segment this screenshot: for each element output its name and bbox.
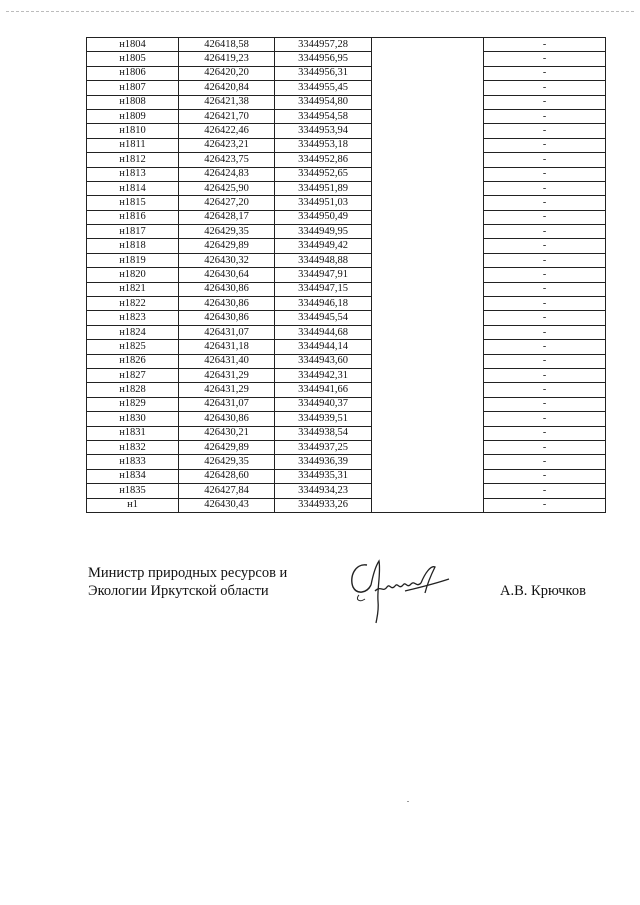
signer-title-line-2: Экологии Иркутской области [88, 583, 269, 599]
point-id-cell: н1821 [87, 282, 179, 296]
x-coordinate-cell: 426429,35 [179, 455, 275, 469]
point-id-cell: н1819 [87, 253, 179, 267]
x-coordinate-cell: 426420,20 [179, 66, 275, 80]
table-row [87, 368, 606, 382]
y-coordinate-cell: 3344947,91 [275, 268, 372, 282]
x-coordinate-cell: 426430,86 [179, 282, 275, 296]
table-row [87, 354, 606, 368]
point-id-cell: н1808 [87, 95, 179, 109]
empty-cell [372, 383, 484, 397]
table-row [87, 440, 606, 454]
empty-cell [372, 196, 484, 210]
empty-cell [372, 426, 484, 440]
empty-cell [372, 95, 484, 109]
point-id-cell: н1817 [87, 225, 179, 239]
empty-cell [372, 138, 484, 152]
y-coordinate-cell: 3344954,80 [275, 95, 372, 109]
x-coordinate-cell: 426429,89 [179, 239, 275, 253]
point-id-cell: н1824 [87, 325, 179, 339]
empty-cell [372, 253, 484, 267]
table-row [87, 66, 606, 80]
point-id-cell: н1804 [87, 38, 179, 52]
x-coordinate-cell: 426430,86 [179, 412, 275, 426]
empty-cell [372, 484, 484, 498]
y-coordinate-cell: 3344938,54 [275, 426, 372, 440]
y-coordinate-cell: 3344936,39 [275, 455, 372, 469]
y-coordinate-cell: 3344949,95 [275, 225, 372, 239]
x-coordinate-cell: 426431,29 [179, 368, 275, 382]
point-id-cell: н1825 [87, 340, 179, 354]
empty-cell [372, 368, 484, 382]
table-row [87, 52, 606, 66]
point-id-cell: н1822 [87, 297, 179, 311]
x-coordinate-cell: 426431,18 [179, 340, 275, 354]
empty-cell [372, 498, 484, 512]
empty-cell [372, 109, 484, 123]
table-row [87, 268, 606, 282]
x-coordinate-cell: 426421,38 [179, 95, 275, 109]
empty-cell [372, 455, 484, 469]
point-id-cell: н1831 [87, 426, 179, 440]
note-cell: - [484, 124, 606, 138]
x-coordinate-cell: 426431,40 [179, 354, 275, 368]
y-coordinate-cell: 3344933,26 [275, 498, 372, 512]
note-cell: - [484, 282, 606, 296]
point-id-cell: н1816 [87, 210, 179, 224]
y-coordinate-cell: 3344945,54 [275, 311, 372, 325]
table-row [87, 138, 606, 152]
y-coordinate-cell: 3344942,31 [275, 368, 372, 382]
y-coordinate-cell: 3344951,89 [275, 181, 372, 195]
signer-title [88, 564, 287, 600]
table-row [87, 124, 606, 138]
table-row [87, 81, 606, 95]
table-row [87, 397, 606, 411]
note-cell: - [484, 354, 606, 368]
x-coordinate-cell: 426428,17 [179, 210, 275, 224]
point-id-cell: н1827 [87, 368, 179, 382]
empty-cell [372, 153, 484, 167]
y-coordinate-cell: 3344941,66 [275, 383, 372, 397]
table-row [87, 498, 606, 512]
point-id-cell: н1834 [87, 469, 179, 483]
x-coordinate-cell: 426431,29 [179, 383, 275, 397]
table-row [87, 196, 606, 210]
empty-cell [372, 469, 484, 483]
point-id-cell: н1832 [87, 440, 179, 454]
point-id-cell: н1826 [87, 354, 179, 368]
table-row [87, 153, 606, 167]
table-row [87, 484, 606, 498]
note-cell: - [484, 268, 606, 282]
table-row [87, 38, 606, 52]
empty-cell [372, 66, 484, 80]
point-id-cell: н1829 [87, 397, 179, 411]
empty-cell [372, 354, 484, 368]
scan-edge-line [6, 11, 634, 12]
table-row [87, 455, 606, 469]
y-coordinate-cell: 3344935,31 [275, 469, 372, 483]
point-id-cell: н1806 [87, 66, 179, 80]
x-coordinate-cell: 426423,75 [179, 153, 275, 167]
y-coordinate-cell: 3344954,58 [275, 109, 372, 123]
note-cell: - [484, 325, 606, 339]
point-id-cell: н1814 [87, 181, 179, 195]
note-cell: - [484, 311, 606, 325]
y-coordinate-cell: 3344957,28 [275, 38, 372, 52]
note-cell: - [484, 412, 606, 426]
table-row [87, 340, 606, 354]
x-coordinate-cell: 426431,07 [179, 397, 275, 411]
x-coordinate-cell: 426430,64 [179, 268, 275, 282]
empty-cell [372, 397, 484, 411]
x-coordinate-cell: 426425,90 [179, 181, 275, 195]
point-id-cell: н1818 [87, 239, 179, 253]
empty-cell [372, 181, 484, 195]
note-cell: - [484, 383, 606, 397]
note-cell: - [484, 469, 606, 483]
empty-cell [372, 239, 484, 253]
table-row [87, 253, 606, 267]
table-row [87, 282, 606, 296]
signer-title-line-1: Министр природных ресурсов и [88, 565, 288, 581]
x-coordinate-cell: 426427,84 [179, 484, 275, 498]
note-cell: - [484, 210, 606, 224]
point-id-cell: н1812 [87, 153, 179, 167]
x-coordinate-cell: 426429,35 [179, 225, 275, 239]
note-cell: - [484, 440, 606, 454]
y-coordinate-cell: 3344949,42 [275, 239, 372, 253]
note-cell: - [484, 109, 606, 123]
table-row [87, 167, 606, 181]
y-coordinate-cell: 3344952,86 [275, 153, 372, 167]
note-cell: - [484, 239, 606, 253]
note-cell: - [484, 196, 606, 210]
x-coordinate-cell: 426422,46 [179, 124, 275, 138]
note-cell: - [484, 368, 606, 382]
x-coordinate-cell: 426430,86 [179, 297, 275, 311]
note-cell: - [484, 181, 606, 195]
x-coordinate-cell: 426419,23 [179, 52, 275, 66]
point-id-cell: н1823 [87, 311, 179, 325]
empty-cell [372, 297, 484, 311]
x-coordinate-cell: 426430,21 [179, 426, 275, 440]
y-coordinate-cell: 3344934,23 [275, 484, 372, 498]
note-cell: - [484, 455, 606, 469]
note-cell: - [484, 397, 606, 411]
y-coordinate-cell: 3344939,51 [275, 412, 372, 426]
empty-cell [372, 167, 484, 181]
point-id-cell: н1833 [87, 455, 179, 469]
table-row [87, 95, 606, 109]
note-cell: - [484, 52, 606, 66]
table-row [87, 225, 606, 239]
table-row [87, 210, 606, 224]
y-coordinate-cell: 3344951,03 [275, 196, 372, 210]
empty-cell [372, 440, 484, 454]
y-coordinate-cell: 3344953,18 [275, 138, 372, 152]
x-coordinate-cell: 426420,84 [179, 81, 275, 95]
y-coordinate-cell: 3344955,45 [275, 81, 372, 95]
table-row [87, 383, 606, 397]
table-row [87, 426, 606, 440]
empty-cell [372, 282, 484, 296]
empty-cell [372, 81, 484, 95]
note-cell: - [484, 138, 606, 152]
coordinates-table-body [87, 38, 606, 513]
signer-name: А.В. Крючков [500, 583, 586, 599]
point-id-cell: н1813 [87, 167, 179, 181]
empty-cell [372, 52, 484, 66]
point-id-cell: н1810 [87, 124, 179, 138]
y-coordinate-cell: 3344952,65 [275, 167, 372, 181]
handwritten-signature [345, 555, 455, 625]
empty-cell [372, 311, 484, 325]
x-coordinate-cell: 426430,86 [179, 311, 275, 325]
note-cell: - [484, 66, 606, 80]
y-coordinate-cell: 3344956,31 [275, 66, 372, 80]
point-id-cell: н1809 [87, 109, 179, 123]
y-coordinate-cell: 3344950,49 [275, 210, 372, 224]
empty-cell [372, 412, 484, 426]
x-coordinate-cell: 426427,20 [179, 196, 275, 210]
table-row [87, 412, 606, 426]
empty-cell [372, 38, 484, 52]
y-coordinate-cell: 3344946,18 [275, 297, 372, 311]
point-id-cell: н1828 [87, 383, 179, 397]
y-coordinate-cell: 3344944,14 [275, 340, 372, 354]
x-coordinate-cell: 426430,43 [179, 498, 275, 512]
x-coordinate-cell: 426430,32 [179, 253, 275, 267]
empty-cell [372, 210, 484, 224]
y-coordinate-cell: 3344947,15 [275, 282, 372, 296]
empty-cell [372, 225, 484, 239]
empty-cell [372, 340, 484, 354]
note-cell: - [484, 167, 606, 181]
table-row [87, 311, 606, 325]
note-cell: - [484, 253, 606, 267]
table-row [87, 325, 606, 339]
y-coordinate-cell: 3344943,60 [275, 354, 372, 368]
y-coordinate-cell: 3344956,95 [275, 52, 372, 66]
y-coordinate-cell: 3344944,68 [275, 325, 372, 339]
note-cell: - [484, 484, 606, 498]
point-id-cell: н1815 [87, 196, 179, 210]
x-coordinate-cell: 426429,89 [179, 440, 275, 454]
x-coordinate-cell: 426424,83 [179, 167, 275, 181]
note-cell: - [484, 340, 606, 354]
table-row [87, 109, 606, 123]
point-id-cell: н1805 [87, 52, 179, 66]
empty-cell [372, 124, 484, 138]
x-coordinate-cell: 426421,70 [179, 109, 275, 123]
point-id-cell: н1811 [87, 138, 179, 152]
table-row [87, 297, 606, 311]
empty-cell [372, 268, 484, 282]
table-row [87, 239, 606, 253]
x-coordinate-cell: 426423,21 [179, 138, 275, 152]
y-coordinate-cell: 3344948,88 [275, 253, 372, 267]
point-id-cell: н1807 [87, 81, 179, 95]
note-cell: - [484, 38, 606, 52]
note-cell: - [484, 426, 606, 440]
point-id-cell: н1820 [87, 268, 179, 282]
empty-cell [372, 325, 484, 339]
point-id-cell: н1 [87, 498, 179, 512]
y-coordinate-cell: 3344937,25 [275, 440, 372, 454]
table-row [87, 181, 606, 195]
y-coordinate-cell: 3344953,94 [275, 124, 372, 138]
note-cell: - [484, 498, 606, 512]
y-coordinate-cell: 3344940,37 [275, 397, 372, 411]
point-id-cell: н1830 [87, 412, 179, 426]
coordinates-table [86, 37, 606, 513]
scan-speck [407, 801, 409, 802]
note-cell: - [484, 153, 606, 167]
x-coordinate-cell: 426428,60 [179, 469, 275, 483]
x-coordinate-cell: 426418,58 [179, 38, 275, 52]
note-cell: - [484, 225, 606, 239]
point-id-cell: н1835 [87, 484, 179, 498]
note-cell: - [484, 81, 606, 95]
x-coordinate-cell: 426431,07 [179, 325, 275, 339]
table-row [87, 469, 606, 483]
note-cell: - [484, 297, 606, 311]
note-cell: - [484, 95, 606, 109]
